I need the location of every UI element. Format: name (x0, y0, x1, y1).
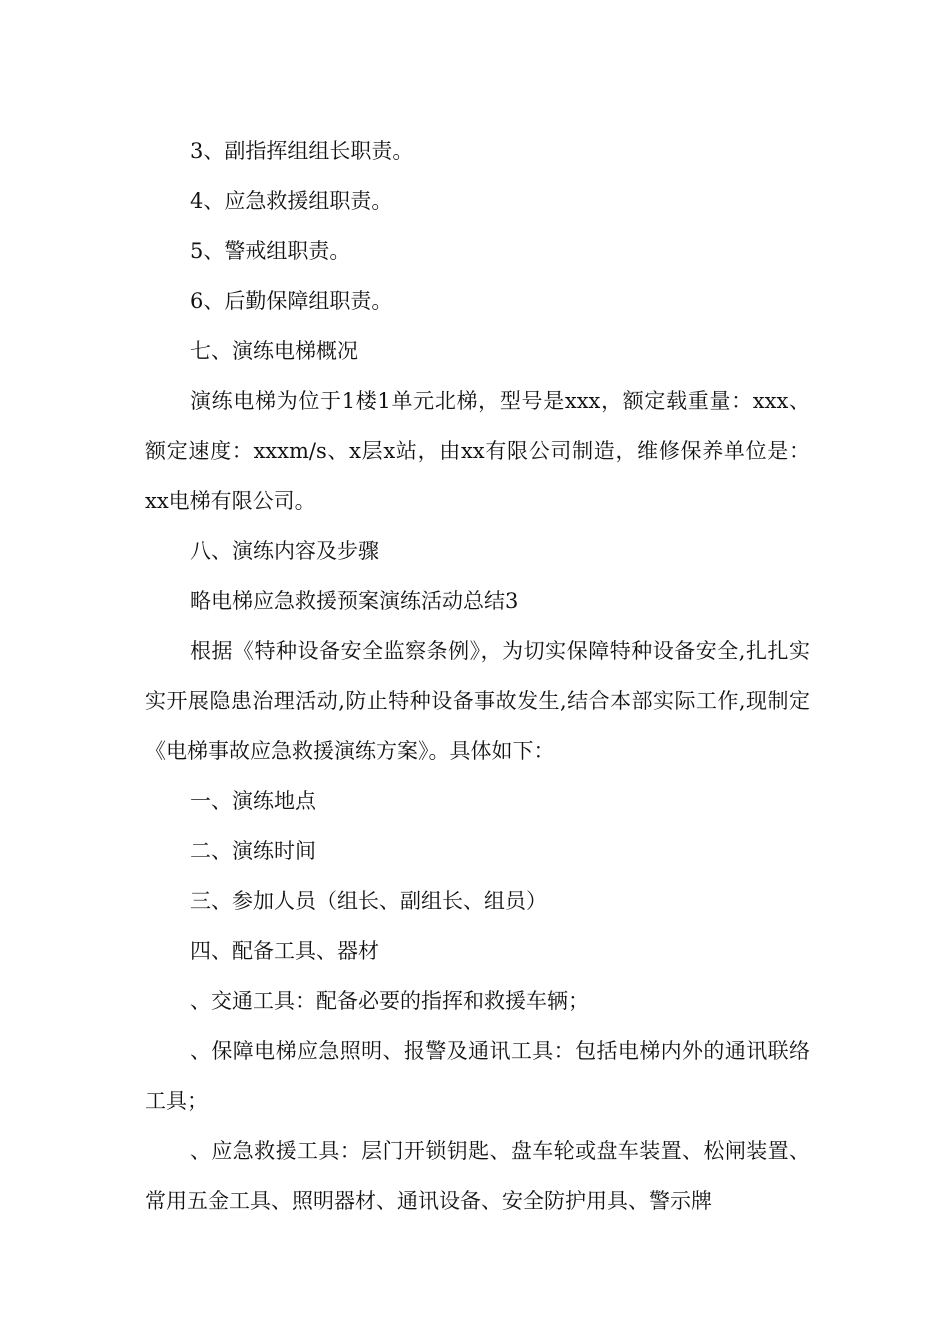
paragraph: 4、应急救援组职责。 (190, 189, 393, 213)
paragraph: 6、后勤保障组职责。 (190, 289, 393, 313)
section-heading: 四、配备工具、器材 (190, 939, 379, 963)
paragraph: 、应急救援工具：层门开锁钥匙、盘车轮或盘车装置、松闸装置、常用五金工具、照明器材、通讯设备、安全防护用具、警示牌 (145, 1139, 810, 1213)
section-heading: 七、演练电梯概况 (190, 339, 358, 363)
section-heading: 八、演练内容及步骤 (190, 539, 379, 563)
paragraph: 、交通工具：配备必要的指挥和救援车辆； (190, 989, 589, 1013)
paragraph: 5、警戒组职责。 (190, 239, 351, 263)
paragraph: 3、副指挥组组长职责。 (190, 139, 414, 163)
section-heading: 三、参加人员（组长、副组长、组员） (190, 889, 547, 913)
document-body (145, 126, 810, 1226)
paragraph: 根据《特种设备安全监察条例》，为切实保障特种设备安全,扎扎实实开展隐患治理活动,防止特种设备事故发生,结合本部实际工作,现制定《电梯事故应急救援演练方案》。具体如下： (145, 639, 810, 763)
paragraph: 演练电梯为位于1楼1单元北梯，型号是xxx，额定载重量：xxx、额定速度：xxxm/s、x层x站，由xx有限公司制造，维修保养单位是：xx电梯有限公司。 (145, 389, 810, 513)
section-heading: 一、演练地点 (190, 789, 316, 813)
paragraph: 、保障电梯应急照明、报警及通讯工具：包括电梯内外的通讯联络工具； (145, 1039, 810, 1113)
section-heading: 二、演练时间 (190, 839, 316, 863)
paragraph: 略电梯应急救援预案演练活动总结3 (190, 589, 519, 613)
